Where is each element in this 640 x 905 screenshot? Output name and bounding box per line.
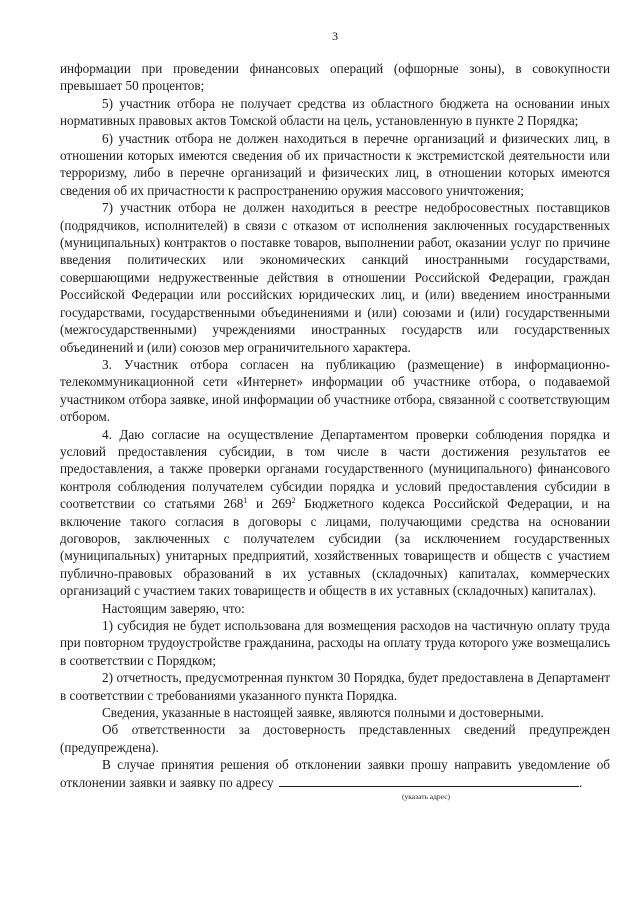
section-4-text-a: 4. Даю согласие на осуществление Департаментом проверки соблюдения порядка и условий предоставления субсидии, в том числе в части достижения результатов ее предоставления, а также проверки органами государственного (муниципального) финансового контроля соблюдения получателем субсидии порядка и условий предоставления субсидии в соответствии со статьями 268 bbox=[60, 426, 610, 512]
paragraph-assurance-1: 1) субсидия не будет использована для возмещения расходов на частичную оплату труда при повторном трудоустройстве гражданина, расходы на оплату труда которого уже возмещались в соответствии с Порядком; bbox=[60, 618, 610, 668]
superscript-1: 1 bbox=[243, 496, 248, 506]
address-field-caption: (указать адрес) bbox=[402, 792, 451, 802]
section-4-text-b: и 269 bbox=[247, 496, 292, 512]
rejection-notice-text: В случае принятия решения об отклонении заявки прошу направить уведомление об отклонении заявки и заявку по адресу bbox=[60, 757, 610, 790]
superscript-2: 2 bbox=[291, 496, 296, 506]
paragraph-completeness: Сведения, указанные в настоящей заявке, являются полными и достоверными. bbox=[102, 705, 544, 721]
section-4-text-c: Бюджетного кодекса Российской Федерации, и на включение такого согласия в договоры с лицами, получающими средства на основании договоров, заключенных с получателем субсидии (за исключением государственных (муниципальных) унитарных предприятий, хозяйственных товариществ и обществ с участием публично-правовых образований в их уставных (складочных) капиталах, коммерческих организаций с участием таких товариществ и обществ в их уставных (складочных) капиталах). bbox=[60, 496, 611, 599]
paragraph-section-4 bbox=[60, 426, 610, 600]
paragraph-item-5: 5) участник отбора не получает средства из областного бюджета на основании иных нормативных правовых актов Томской области на цель, установленную в пункте 2 Порядка; bbox=[60, 95, 610, 129]
address-input-line[interactable] bbox=[279, 774, 579, 787]
paragraph-responsibility: Об ответственности за достоверность представленных сведений предупрежден (предупреждена). bbox=[60, 722, 610, 755]
document-body bbox=[60, 60, 610, 802]
paragraph-offshore-continuation: информации при проведении финансовых операций (офшорные зоны), в совокупности превышает 50 процентов; bbox=[60, 61, 610, 94]
paragraph-item-6: 6) участник отбора не должен находиться в перечне организаций и физических лиц, в отношении которых имеются сведения об их причастности к экстремистской деятельности или терроризму, либо в перечне организаций и физических лиц, в отношении которых имеются сведения об их причастности к распространению оружия массового уничтожения; bbox=[60, 130, 610, 198]
page-number: 3 bbox=[332, 29, 338, 43]
paragraph-rejection-notice bbox=[60, 756, 610, 791]
paragraph-item-7: 7) участник отбора не должен находиться в реестре недобросовестных поставщиков (подрядчиков, исполнителей) в связи с отказом от исполнения заключенных государственных (муниципальных) контрактов о поставке товаров, выполнении работ, оказании услуг по причине введения политических или экономических санкций иностранными государствами, совершающими недружественные действия в отношении Российской Федерации, граждан Российской Федерации или российских юридических лиц, и (или) введением иностранными государствами, государственными объединениями и (или) союзами и (или) государственными (межгосударственными) учреждениями иностранных государств или государственных объединений и (или) союзов мер ограничительного характера. bbox=[60, 200, 610, 355]
paragraph-assurance-intro: Настоящим заверяю, что: bbox=[102, 600, 245, 616]
rejection-notice-period: . bbox=[578, 774, 583, 790]
paragraph-assurance-2: 2) отчетность, предусмотренная пунктом 30 Порядка, будет предоставлена в Департамент в соответствии с требованиями указанного пункта Порядка. bbox=[60, 670, 610, 703]
paragraph-section-3: 3. Участник отбора согласен на публикацию (размещение) в информационно-телекоммуникационной сети «Интернет» информации об участнике отбора, о подаваемой участником отбора заявке, иной информации об участнике отбора, связанной с соответствующим отбором. bbox=[60, 356, 610, 425]
